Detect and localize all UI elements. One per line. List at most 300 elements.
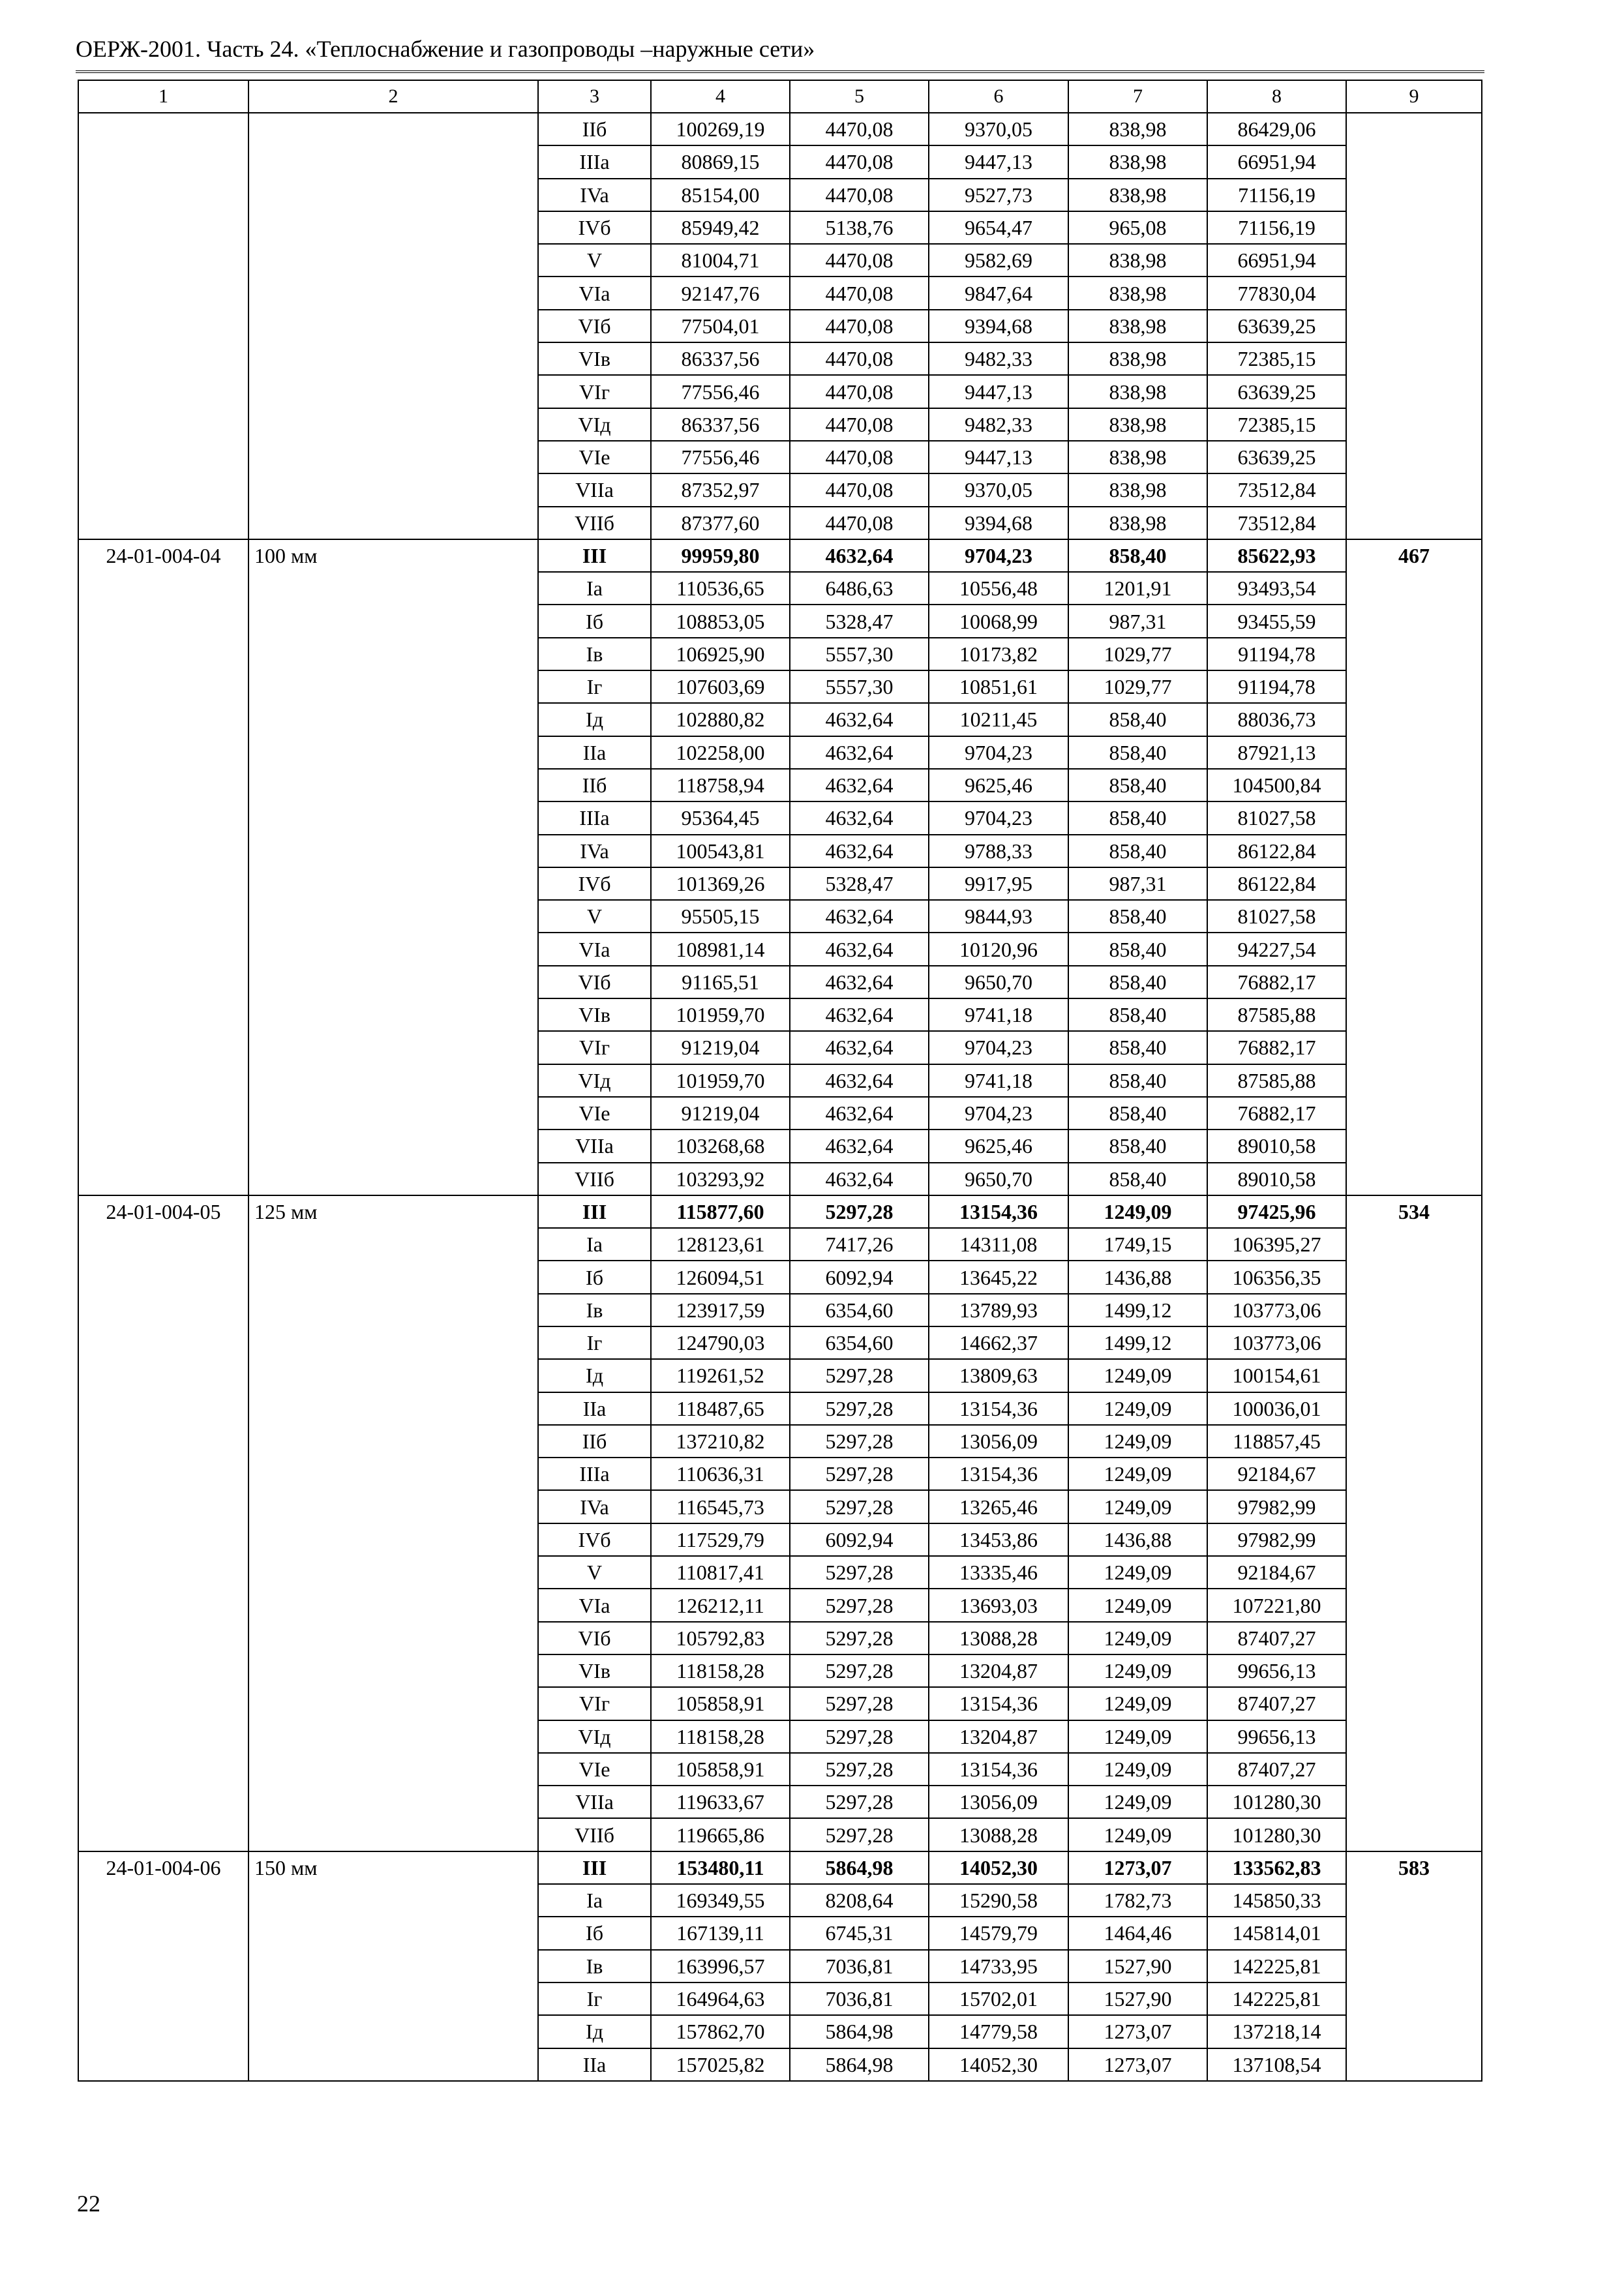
zone-cell: Iд — [538, 1359, 651, 1392]
value-cell: 858,40 — [1068, 1130, 1207, 1162]
value-cell: 6092,94 — [790, 1523, 929, 1556]
value-cell: 100154,61 — [1207, 1359, 1346, 1392]
value-cell: 13335,46 — [929, 1556, 1068, 1589]
value-cell: 63639,25 — [1207, 310, 1346, 342]
value-cell: 118487,65 — [651, 1392, 790, 1425]
value-cell: 9625,46 — [929, 769, 1068, 801]
value-cell: 86337,56 — [651, 408, 790, 441]
value-cell: 85622,93 — [1207, 539, 1346, 572]
value-cell: 4470,08 — [790, 473, 929, 506]
zone-cell: VIв — [538, 1654, 651, 1687]
value-cell: 9625,46 — [929, 1130, 1068, 1162]
code-cell: 24-01-004-06 — [78, 1851, 248, 2081]
zone-cell: Iб — [538, 1917, 651, 1949]
zone-cell: VIб — [538, 966, 651, 998]
value-cell: 89010,58 — [1207, 1130, 1346, 1162]
value-cell: 9847,64 — [929, 277, 1068, 309]
value-cell: 87921,13 — [1207, 736, 1346, 769]
value-cell: 106395,27 — [1207, 1228, 1346, 1261]
value-cell: 77556,46 — [651, 375, 790, 408]
value-cell: 4632,64 — [790, 1130, 929, 1162]
value-cell: 76882,17 — [1207, 1031, 1346, 1064]
value-cell: 1782,73 — [1068, 1884, 1207, 1917]
zone-cell: VIб — [538, 310, 651, 342]
zone-cell: VIг — [538, 1687, 651, 1720]
value-cell: 100269,19 — [651, 113, 790, 145]
value-cell: 116545,73 — [651, 1490, 790, 1523]
value-cell: 14311,08 — [929, 1228, 1068, 1261]
value-cell: 103293,92 — [651, 1163, 790, 1195]
value-cell: 1499,12 — [1068, 1294, 1207, 1326]
value-cell: 105792,83 — [651, 1622, 790, 1654]
header-double-rule — [76, 70, 1484, 73]
value-cell: 1029,77 — [1068, 638, 1207, 670]
value-cell: 7417,26 — [790, 1228, 929, 1261]
value-cell: 72385,15 — [1207, 342, 1346, 375]
value-cell: 1249,09 — [1068, 1490, 1207, 1523]
zone-cell: IIIa — [538, 1458, 651, 1490]
total-cell: 467 — [1346, 539, 1482, 1195]
value-cell: 4632,64 — [790, 801, 929, 834]
value-cell: 9394,68 — [929, 310, 1068, 342]
value-cell: 858,40 — [1068, 1031, 1207, 1064]
value-cell: 4470,08 — [790, 145, 929, 178]
value-cell: 77556,46 — [651, 441, 790, 473]
value-cell: 167139,11 — [651, 1917, 790, 1949]
value-cell: 838,98 — [1068, 244, 1207, 277]
code-cell: 24-01-004-05 — [78, 1195, 248, 1851]
value-cell: 5864,98 — [790, 2015, 929, 2048]
zone-cell: Iб — [538, 605, 651, 637]
value-cell: 118158,28 — [651, 1654, 790, 1687]
zone-cell: VIб — [538, 1622, 651, 1654]
value-cell: 81004,71 — [651, 244, 790, 277]
value-cell: 6486,63 — [790, 572, 929, 605]
value-cell: 4632,64 — [790, 1031, 929, 1064]
value-cell: 4632,64 — [790, 900, 929, 933]
column-number: 1 — [78, 80, 248, 113]
zone-cell: IVa — [538, 835, 651, 867]
zone-cell: IIб — [538, 113, 651, 145]
value-cell: 13453,86 — [929, 1523, 1068, 1556]
total-cell: 534 — [1346, 1195, 1482, 1851]
column-number: 9 — [1346, 80, 1482, 113]
value-cell: 1249,09 — [1068, 1753, 1207, 1786]
value-cell: 115877,60 — [651, 1195, 790, 1228]
value-cell: 87585,88 — [1207, 998, 1346, 1031]
value-cell: 10068,99 — [929, 605, 1068, 637]
value-cell: 117529,79 — [651, 1523, 790, 1556]
value-cell: 133562,83 — [1207, 1851, 1346, 1884]
value-cell: 5297,28 — [790, 1622, 929, 1654]
value-cell: 858,40 — [1068, 1163, 1207, 1195]
column-number: 2 — [248, 80, 538, 113]
value-cell: 92147,76 — [651, 277, 790, 309]
column-number-row — [78, 80, 1482, 113]
value-cell: 99959,80 — [651, 539, 790, 572]
value-cell: 85154,00 — [651, 179, 790, 211]
zone-cell: III — [538, 539, 651, 572]
value-cell: 110636,31 — [651, 1458, 790, 1490]
code-cell: 24-01-004-04 — [78, 539, 248, 1195]
value-cell: 91219,04 — [651, 1031, 790, 1064]
value-cell: 9704,23 — [929, 801, 1068, 834]
value-cell: 4632,64 — [790, 835, 929, 867]
value-cell: 137218,14 — [1207, 2015, 1346, 2048]
value-cell: 93493,54 — [1207, 572, 1346, 605]
value-cell: 97425,96 — [1207, 1195, 1346, 1228]
zone-cell: V — [538, 244, 651, 277]
value-cell: 108981,14 — [651, 933, 790, 965]
value-cell: 1527,90 — [1068, 1950, 1207, 1982]
zone-cell: III — [538, 1195, 651, 1228]
value-cell: 1273,07 — [1068, 2015, 1207, 2048]
zone-cell: VIд — [538, 408, 651, 441]
value-cell: 9370,05 — [929, 113, 1068, 145]
value-cell: 118758,94 — [651, 769, 790, 801]
value-cell: 4470,08 — [790, 342, 929, 375]
page-header-title: ОЕРЖ-2001. Часть 24. «Теплоснабжение и газопроводы –наружные сети» — [76, 36, 815, 62]
value-cell: 4470,08 — [790, 277, 929, 309]
value-cell: 858,40 — [1068, 769, 1207, 801]
zone-cell: IIб — [538, 769, 651, 801]
value-cell: 10211,45 — [929, 703, 1068, 736]
value-cell: 76882,17 — [1207, 966, 1346, 998]
zone-cell: VIв — [538, 342, 651, 375]
value-cell: 858,40 — [1068, 998, 1207, 1031]
value-cell: 4632,64 — [790, 1097, 929, 1130]
value-cell: 124790,03 — [651, 1326, 790, 1359]
value-cell: 4470,08 — [790, 310, 929, 342]
value-cell: 118158,28 — [651, 1720, 790, 1753]
value-cell: 137210,82 — [651, 1425, 790, 1458]
value-cell: 4470,08 — [790, 507, 929, 539]
value-cell: 126212,11 — [651, 1589, 790, 1621]
value-cell: 87407,27 — [1207, 1687, 1346, 1720]
value-cell: 5297,28 — [790, 1687, 929, 1720]
zone-cell: IIIa — [538, 801, 651, 834]
zone-cell: VIIa — [538, 1786, 651, 1818]
value-cell: 145850,33 — [1207, 1884, 1346, 1917]
value-cell: 9582,69 — [929, 244, 1068, 277]
table-row — [78, 539, 1482, 572]
value-cell: 838,98 — [1068, 277, 1207, 309]
value-cell: 118857,45 — [1207, 1425, 1346, 1458]
zone-cell: Iв — [538, 638, 651, 670]
value-cell: 14662,37 — [929, 1326, 1068, 1359]
value-cell: 838,98 — [1068, 113, 1207, 145]
value-cell: 85949,42 — [651, 211, 790, 244]
rates-table — [78, 80, 1482, 2082]
zone-cell: Iг — [538, 670, 651, 703]
value-cell: 5557,30 — [790, 670, 929, 703]
value-cell: 126094,51 — [651, 1261, 790, 1293]
value-cell: 9650,70 — [929, 966, 1068, 998]
zone-cell: IVб — [538, 211, 651, 244]
value-cell: 104500,84 — [1207, 769, 1346, 801]
value-cell: 4470,08 — [790, 244, 929, 277]
value-cell: 5557,30 — [790, 638, 929, 670]
value-cell: 6745,31 — [790, 1917, 929, 1949]
value-cell: 107221,80 — [1207, 1589, 1346, 1621]
zone-cell: Iг — [538, 1326, 651, 1359]
value-cell: 9650,70 — [929, 1163, 1068, 1195]
value-cell: 153480,11 — [651, 1851, 790, 1884]
value-cell: 838,98 — [1068, 441, 1207, 473]
value-cell: 100036,01 — [1207, 1392, 1346, 1425]
value-cell: 9654,47 — [929, 211, 1068, 244]
value-cell: 1249,09 — [1068, 1786, 1207, 1818]
value-cell: 119633,67 — [651, 1786, 790, 1818]
value-cell: 1249,09 — [1068, 1195, 1207, 1228]
value-cell: 71156,19 — [1207, 211, 1346, 244]
value-cell: 15290,58 — [929, 1884, 1068, 1917]
value-cell: 13204,87 — [929, 1654, 1068, 1687]
zone-cell: Iд — [538, 2015, 651, 2048]
value-cell: 87585,88 — [1207, 1064, 1346, 1097]
value-cell: 5297,28 — [790, 1753, 929, 1786]
value-cell: 9741,18 — [929, 1064, 1068, 1097]
column-number: 5 — [790, 80, 929, 113]
value-cell: 91194,78 — [1207, 670, 1346, 703]
value-cell: 110536,65 — [651, 572, 790, 605]
value-cell: 13645,22 — [929, 1261, 1068, 1293]
value-cell: 77504,01 — [651, 310, 790, 342]
value-cell: 1273,07 — [1068, 2048, 1207, 2081]
zone-cell: VIг — [538, 1031, 651, 1064]
value-cell: 71156,19 — [1207, 179, 1346, 211]
value-cell: 103773,06 — [1207, 1294, 1346, 1326]
value-cell: 13693,03 — [929, 1589, 1068, 1621]
value-cell: 5328,47 — [790, 867, 929, 900]
value-cell: 110817,41 — [651, 1556, 790, 1589]
value-cell: 9482,33 — [929, 342, 1068, 375]
value-cell: 4470,08 — [790, 375, 929, 408]
value-cell: 9917,95 — [929, 867, 1068, 900]
value-cell: 106925,90 — [651, 638, 790, 670]
zone-cell: Iв — [538, 1294, 651, 1326]
value-cell: 1273,07 — [1068, 1851, 1207, 1884]
value-cell: 838,98 — [1068, 145, 1207, 178]
value-cell: 9788,33 — [929, 835, 1068, 867]
page-number: 22 — [77, 2191, 100, 2217]
value-cell: 14052,30 — [929, 2048, 1068, 2081]
table-row — [78, 1851, 1482, 1884]
value-cell: 14779,58 — [929, 2015, 1068, 2048]
value-cell: 10851,61 — [929, 670, 1068, 703]
value-cell: 102880,82 — [651, 703, 790, 736]
value-cell: 5297,28 — [790, 1195, 929, 1228]
value-cell: 99656,13 — [1207, 1654, 1346, 1687]
value-cell: 1249,09 — [1068, 1654, 1207, 1687]
zone-cell: IVб — [538, 1523, 651, 1556]
value-cell: 102258,00 — [651, 736, 790, 769]
name-cell: 125 мм — [248, 1195, 538, 1851]
value-cell: 5297,28 — [790, 1359, 929, 1392]
value-cell: 145814,01 — [1207, 1917, 1346, 1949]
value-cell: 88036,73 — [1207, 703, 1346, 736]
value-cell: 4632,64 — [790, 769, 929, 801]
value-cell: 8208,64 — [790, 1884, 929, 1917]
value-cell: 13204,87 — [929, 1720, 1068, 1753]
value-cell: 77830,04 — [1207, 277, 1346, 309]
value-cell: 14579,79 — [929, 1917, 1068, 1949]
value-cell: 4470,08 — [790, 113, 929, 145]
value-cell: 858,40 — [1068, 736, 1207, 769]
value-cell: 13154,36 — [929, 1392, 1068, 1425]
name-cell — [248, 113, 538, 539]
value-cell: 9704,23 — [929, 1031, 1068, 1064]
zone-cell: Ia — [538, 572, 651, 605]
value-cell: 5297,28 — [790, 1720, 929, 1753]
value-cell: 838,98 — [1068, 507, 1207, 539]
value-cell: 13088,28 — [929, 1818, 1068, 1851]
zone-cell: V — [538, 900, 651, 933]
value-cell: 13056,09 — [929, 1425, 1068, 1458]
zone-cell: IVб — [538, 867, 651, 900]
zone-cell: VIд — [538, 1720, 651, 1753]
value-cell: 13265,46 — [929, 1490, 1068, 1523]
value-cell: 142225,81 — [1207, 1950, 1346, 1982]
value-cell: 838,98 — [1068, 473, 1207, 506]
zone-cell: VIa — [538, 277, 651, 309]
zone-cell: VIе — [538, 441, 651, 473]
value-cell: 1249,09 — [1068, 1687, 1207, 1720]
value-cell: 94227,54 — [1207, 933, 1346, 965]
value-cell: 87407,27 — [1207, 1753, 1346, 1786]
value-cell: 86122,84 — [1207, 867, 1346, 900]
value-cell: 93455,59 — [1207, 605, 1346, 637]
value-cell: 87352,97 — [651, 473, 790, 506]
value-cell: 13154,36 — [929, 1687, 1068, 1720]
value-cell: 164964,63 — [651, 1982, 790, 2015]
value-cell: 91165,51 — [651, 966, 790, 998]
code-cell — [78, 113, 248, 539]
column-number: 8 — [1207, 80, 1346, 113]
value-cell: 13088,28 — [929, 1622, 1068, 1654]
value-cell: 5297,28 — [790, 1392, 929, 1425]
value-cell: 72385,15 — [1207, 408, 1346, 441]
zone-cell: Iб — [538, 1261, 651, 1293]
value-cell: 103773,06 — [1207, 1326, 1346, 1359]
zone-cell: VIIa — [538, 473, 651, 506]
value-cell: 91194,78 — [1207, 638, 1346, 670]
value-cell: 157862,70 — [651, 2015, 790, 2048]
value-cell: 13809,63 — [929, 1359, 1068, 1392]
value-cell: 101280,30 — [1207, 1818, 1346, 1851]
value-cell: 106356,35 — [1207, 1261, 1346, 1293]
name-cell: 100 мм — [248, 539, 538, 1195]
value-cell: 5297,28 — [790, 1654, 929, 1687]
value-cell: 13056,09 — [929, 1786, 1068, 1818]
value-cell: 5328,47 — [790, 605, 929, 637]
value-cell: 87407,27 — [1207, 1622, 1346, 1654]
value-cell: 9527,73 — [929, 179, 1068, 211]
zone-cell: III — [538, 1851, 651, 1884]
value-cell: 86429,06 — [1207, 113, 1346, 145]
value-cell: 101369,26 — [651, 867, 790, 900]
value-cell: 14733,95 — [929, 1950, 1068, 1982]
value-cell: 101959,70 — [651, 1064, 790, 1097]
value-cell: 99656,13 — [1207, 1720, 1346, 1753]
value-cell: 4632,64 — [790, 1163, 929, 1195]
value-cell: 76882,17 — [1207, 1097, 1346, 1130]
value-cell: 169349,55 — [651, 1884, 790, 1917]
value-cell: 5864,98 — [790, 1851, 929, 1884]
zone-cell: VIa — [538, 1589, 651, 1621]
value-cell: 105858,91 — [651, 1687, 790, 1720]
zone-cell: Ia — [538, 1884, 651, 1917]
value-cell: 4632,64 — [790, 539, 929, 572]
value-cell: 838,98 — [1068, 342, 1207, 375]
value-cell: 101280,30 — [1207, 1786, 1346, 1818]
column-number: 4 — [651, 80, 790, 113]
zone-cell: VIд — [538, 1064, 651, 1097]
zone-cell: IIa — [538, 736, 651, 769]
zone-cell: VIIa — [538, 1130, 651, 1162]
value-cell: 5297,28 — [790, 1556, 929, 1589]
value-cell: 103268,68 — [651, 1130, 790, 1162]
value-cell: 119261,52 — [651, 1359, 790, 1392]
value-cell: 9704,23 — [929, 736, 1068, 769]
zone-cell: Ia — [538, 1228, 651, 1261]
zone-cell: Iд — [538, 703, 651, 736]
value-cell: 6354,60 — [790, 1294, 929, 1326]
zone-cell: IVa — [538, 179, 651, 211]
zone-cell: VIIб — [538, 507, 651, 539]
value-cell: 66951,94 — [1207, 244, 1346, 277]
value-cell: 5297,28 — [790, 1425, 929, 1458]
value-cell: 1249,09 — [1068, 1589, 1207, 1621]
value-cell: 9447,13 — [929, 441, 1068, 473]
value-cell: 73512,84 — [1207, 473, 1346, 506]
name-cell: 150 мм — [248, 1851, 538, 2081]
value-cell: 858,40 — [1068, 539, 1207, 572]
value-cell: 1249,09 — [1068, 1458, 1207, 1490]
value-cell: 81027,58 — [1207, 801, 1346, 834]
value-cell: 838,98 — [1068, 408, 1207, 441]
value-cell: 10556,48 — [929, 572, 1068, 605]
value-cell: 987,31 — [1068, 867, 1207, 900]
total-cell — [1346, 113, 1482, 539]
value-cell: 5138,76 — [790, 211, 929, 244]
zone-cell: IVa — [538, 1490, 651, 1523]
value-cell: 1249,09 — [1068, 1359, 1207, 1392]
value-cell: 9741,18 — [929, 998, 1068, 1031]
value-cell: 5297,28 — [790, 1786, 929, 1818]
zone-cell: VIе — [538, 1097, 651, 1130]
value-cell: 4470,08 — [790, 179, 929, 211]
value-cell: 1249,09 — [1068, 1556, 1207, 1589]
column-number: 7 — [1068, 80, 1207, 113]
value-cell: 9704,23 — [929, 539, 1068, 572]
value-cell: 163996,57 — [651, 1950, 790, 1982]
value-cell: 1029,77 — [1068, 670, 1207, 703]
value-cell: 5297,28 — [790, 1818, 929, 1851]
value-cell: 1749,15 — [1068, 1228, 1207, 1261]
value-cell: 4470,08 — [790, 441, 929, 473]
zone-cell: VIе — [538, 1753, 651, 1786]
value-cell: 108853,05 — [651, 605, 790, 637]
value-cell: 137108,54 — [1207, 2048, 1346, 2081]
zone-cell: Iв — [538, 1950, 651, 1982]
value-cell: 838,98 — [1068, 179, 1207, 211]
value-cell: 157025,82 — [651, 2048, 790, 2081]
zone-cell: Iг — [538, 1982, 651, 2015]
zone-cell: IIa — [538, 2048, 651, 2081]
value-cell: 1436,88 — [1068, 1523, 1207, 1556]
value-cell: 80869,15 — [651, 145, 790, 178]
